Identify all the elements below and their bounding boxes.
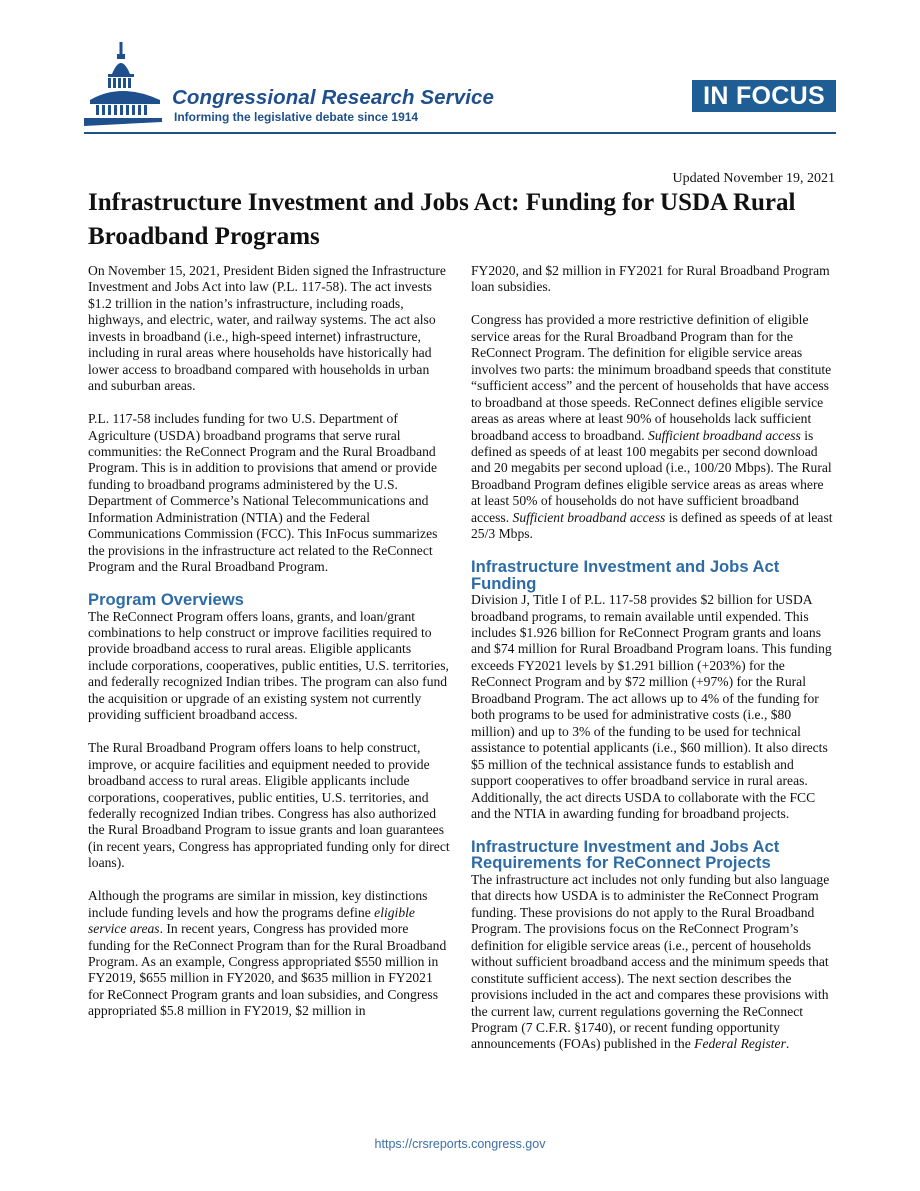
page-header <box>84 38 836 134</box>
intro-paragraph: On November 15, 2021, President Biden signed the Infrastructure Investment and Jobs Act into law (P.L. 117-58). The act invests $1.2 trillion in the nation’s infrastructure, including roads, highways, and electric, water, and railway systems. The act also invests in broadband (i.e., high-speed internet) infrastructure, including in rural areas where households have historically had lower access to broadband compared with households in urban and suburban areas. <box>88 263 446 394</box>
section-heading-funding: Infrastructure Investment and Jobs Act Funding <box>471 557 780 593</box>
requirements-paragraph <box>471 872 833 1053</box>
definitions-text-b: is defined as speeds of at least 100 megabits per second download and 20 megabits per second upload (i.e., 100/20 Mbps). The Rural Broadband Program defines eligible service areas as areas where at least 50% of households do not have sufficient broadband access. <box>471 427 832 525</box>
org-tagline: Informing the legislative debate since 1914 <box>174 110 419 124</box>
section-heading-requirements: Infrastructure Investment and Jobs Act Requirements for ReConnect Projects <box>471 836 780 873</box>
right-column <box>471 263 833 1053</box>
definitions-paragraph <box>471 312 833 542</box>
updated-date: Updated November 19, 2021 <box>672 171 835 186</box>
distinctions-emphasis: eligible service areas <box>88 904 415 937</box>
programs-paragraph: P.L. 117-58 includes funding for two U.S. Department of Agriculture (USDA) broadband programs that serve rural communities: the ReConnect Program and the Rural Broadband Program. This is in addition to provisions that amend or provide funding to broadband programs administered by the U.S. Department of Commerce’s National Telecommunications and Information Administration (NTIA) and the Federal Communications Commission (FCC). This InFocus summarizes the provisions in the infrastructure act related to the ReConnect Program and the Rural Broadband Program. <box>88 411 438 575</box>
definitions-text-a: Congress has provided a more restrictive definition of eligible service areas for the Rural Broadband Program than for the ReConnect Program. The definition for eligible service areas involves two parts: the minimum broadband speeds that constitute “sufficient access” and the percent of households that have access to broadband at those speeds. ReConnect defines eligible service areas as areas where at least 90% of households lack sufficient broadband access to broadband. <box>471 312 832 443</box>
footer-url-link[interactable]: https://crsreports.congress.gov <box>374 1137 546 1151</box>
continued-paragraph: FY2020, and $2 million in FY2021 for Rural Broadband Program loan subsidies. <box>471 263 830 295</box>
requirements-text-b: . <box>785 1036 790 1052</box>
requirements-emphasis: Federal Register <box>694 1036 786 1052</box>
header-divider <box>84 132 836 134</box>
definitions-text-c: is defined as speeds of at least 25/3 Mbps. <box>471 509 833 542</box>
requirements-text-a: The infrastructure act includes not only funding but also language that directs how USDA is to administer the ReConnect Program funding. These provisions do not apply to the Rural Broadband Program. The provisions focus on the ReConnect Program’s definition for eligible service areas (i.e., percent of households without sufficient broadband access and the minimum speeds that constitute sufficient access). The next section describes the provisions included in the act and compares these provisions with the current law, current regulations governing the ReConnect Program (7 C.F.R. §1740), or recent funding opportunity announcements (FOAs) published in the <box>471 871 830 1052</box>
distinctions-text-a: Although the programs are similar in mission, key distinctions include funding levels and how the programs define <box>88 888 428 920</box>
rural-broadband-overview-paragraph: The Rural Broadband Program offers loans to help construct, improve, or acquire facilities and equipment needed to provide broadband access to rural areas. Eligible applicants include corporations, cooperatives, public entities, U.S. territories, and federally recognized Indian tribes. Congress has also authorized the Rural Broadband Program to issue grants and loan guarantees (in recent years, Congress has appropriated funding only for direct loans). <box>88 740 450 871</box>
funding-paragraph: Division J, Title I of P.L. 117-58 provides $2 billion for USDA broadband programs, to remain available until expended. This includes $1.926 billion for ReConnect Program grants and loans and $74 million for Rural Broadband Program loans. This funding exceeds FY2021 levels by $1.291 billion (+203%) for the ReConnect Program and by $72 million (+97%) for the Rural Broadband Program. The act allows up to 4% of the funding for both programs to be used for administrative costs (i.e., $80 million) and up to 3% of the funding to be used for technical assistance to potential applicants (i.e., $60 million). It also directs $5 million of the technical assistance funds to establish and support cooperatives to offer broadband service in rural areas. Additionally, the act directs USDA to collaborate with the FCC and the NTIA in awarding funding for broadband projects. <box>471 592 832 822</box>
org-name: Congressional Research Service <box>172 86 495 109</box>
capitol-dome-logo-icon <box>84 38 164 130</box>
left-column <box>88 263 450 1020</box>
section-heading-program-overviews: Program Overviews <box>88 590 244 610</box>
document-title: Infrastructure Investment and Jobs Act: Funding for USDA Rural Broadband Programs <box>88 189 796 250</box>
distinctions-text-b: . In recent years, Congress has provided more funding for the ReConnect Program than for the Rural Broadband Program. As an example, Congress appropriated $550 million in FY2019, $655 million in FY2020, and $635 million in FY2021 for ReConnect Program grants and loan subsidies, and Congress appropriated $5.8 million in FY2019, $2 million in <box>88 921 447 1019</box>
reconnect-overview-paragraph: The ReConnect Program offers loans, grants, and loan/grant combinations to help construct or improve facilities required to provide broadband access to rural areas. Eligible applicants include corporations, cooperatives, public entities, U.S. territories, and federally recognized Indian tribes. The program can also fund the acquisition or upgrade of an existing system not currently providing sufficient broadband access. <box>88 608 449 723</box>
definitions-emphasis-1: Sufficient broadband access <box>648 427 801 443</box>
in-focus-badge: IN FOCUS <box>692 80 836 112</box>
definitions-emphasis-2: Sufficient broadband access <box>512 509 666 525</box>
distinctions-paragraph <box>88 888 450 1020</box>
